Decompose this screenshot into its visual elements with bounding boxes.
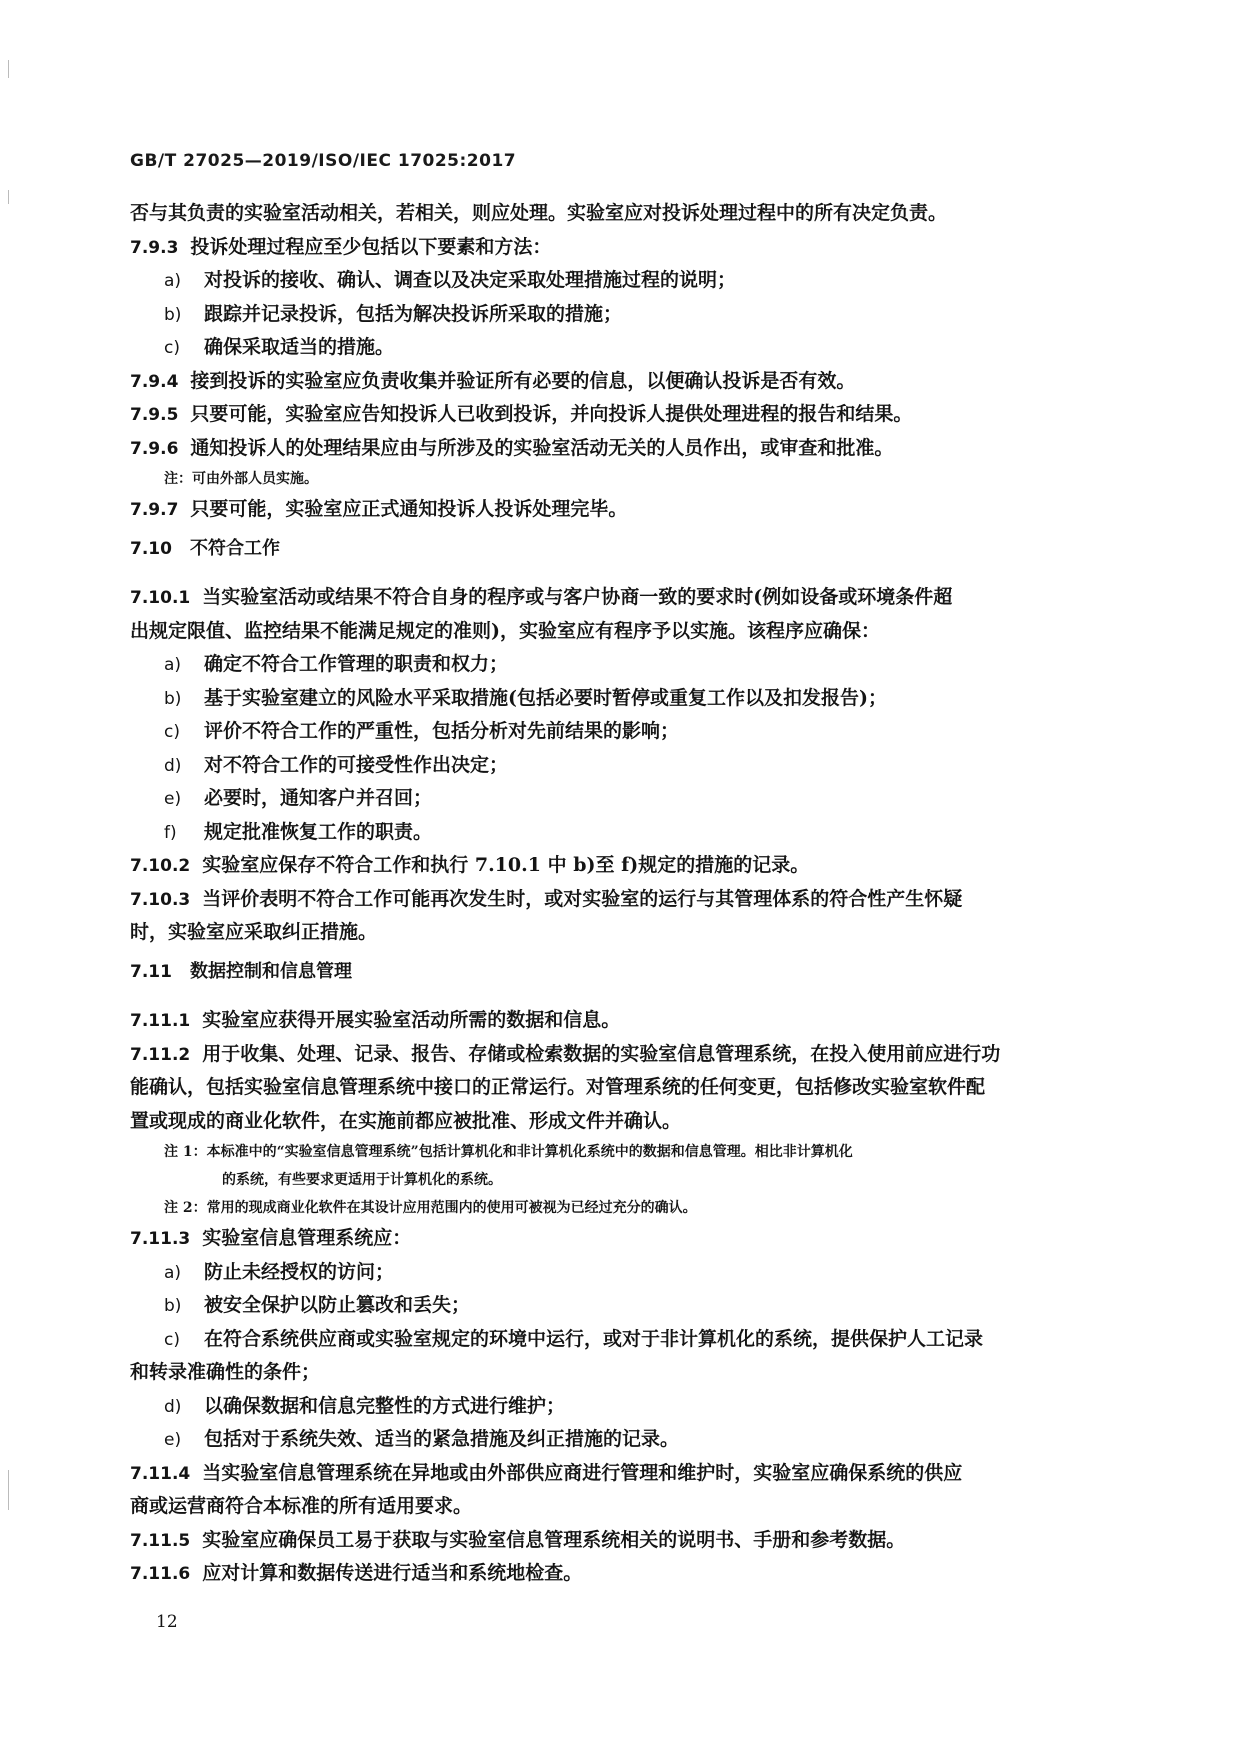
clause-text: 应对计算和数据传送进行适当和系统地检查。 [202, 1562, 583, 1584]
clause-text: 当实验室活动或结果不符合自身的程序或与客户协商一致的要求时(例如设备或环境条件超 [202, 586, 953, 608]
list-item [130, 685, 1112, 711]
list-text: 以确保数据和信息完整性的方式进行维护； [204, 1394, 566, 1417]
list-text: 防止未经授权的访问； [204, 1260, 395, 1283]
clause-number: 7.11.2 [130, 1044, 191, 1065]
list-text: 评价不符合工作的严重性，包括分析对先前结果的影响； [204, 720, 680, 742]
clause-7-10-1 [130, 584, 1112, 610]
clause-number: 7.11.1 [130, 1011, 191, 1031]
clause-7-9-4 [130, 368, 1112, 394]
clause-text: 只要可能，实验室应正式通知投诉人投诉处理完毕。 [190, 498, 628, 520]
clause-text: 实验室信息管理系统应： [202, 1227, 412, 1249]
clause-7-11-1 [130, 1007, 1112, 1033]
clause-number: 7.9.5 [130, 405, 179, 425]
list-label: c) [164, 1329, 180, 1350]
list-label: d) [164, 755, 182, 776]
clause-number: 7.10.3 [130, 889, 191, 910]
clause-text: 实验室应获得开展实验室活动所需的数据和信息。 [202, 1009, 621, 1031]
section-title: 数据控制和信息管理 [189, 961, 352, 982]
clause-7-9-3 [130, 234, 1112, 260]
section-title: 不符合工作 [189, 538, 280, 559]
paragraph-line: 置或现成的商业化软件，在实施前都应被批准、形成文件并确认。 [130, 1109, 682, 1132]
clause-text: 只要可能，实验室应告知投诉人已收到投诉，并向投诉人提供处理进程的报告和结果。 [190, 403, 913, 425]
clause-7-9-7 [130, 496, 1112, 522]
list-item [130, 301, 1112, 327]
list-item [130, 785, 1112, 811]
list-item [130, 267, 1112, 293]
note: 注 1：本标准中的“实验室信息管理系统”包括计算机化和非计算机化系统中的数据和信息管理。相比非计算机化 [164, 1144, 853, 1160]
clause-7-10-3 [130, 886, 1112, 912]
clause-text: 实验室应确保员工易于获取与实验室信息管理系统相关的说明书、手册和参考数据。 [202, 1528, 906, 1551]
scan-margin-mark [8, 60, 9, 78]
clause-7-10-2 [130, 852, 1112, 878]
paragraph-line: 和转录准确性的条件； [130, 1361, 321, 1383]
paragraph-line: 时，实验室应采取纠正措施。 [130, 921, 378, 943]
list-item [130, 1292, 1112, 1318]
clause-number: 7.11.5 [130, 1530, 191, 1551]
list-text: 包括对于系统失效、适当的紧急措施及纠正措施的记录。 [204, 1428, 680, 1450]
list-text: 规定批准恢复工作的职责。 [204, 820, 433, 843]
list-text: 基于实验室建立的风险水平采取措施(包括必要时暂停或重复工作以及扣发报告)； [204, 686, 887, 709]
clause-text: 用于收集、处理、记录、报告、存储或检索数据的实验室信息管理系统，在投入使用前应进行功 [202, 1042, 1001, 1065]
clause-text: 当实验室信息管理系统在异地或由外部供应商进行管理和维护时，实验室应确保系统的供应 [202, 1461, 963, 1484]
paragraph-line: 能确认，包括实验室信息管理系统中接口的正常运行。对管理系统的任何变更，包括修改实验室软件配 [130, 1076, 986, 1098]
section-number: 7.10 [130, 539, 172, 559]
clause-7-11-4 [130, 1460, 1112, 1486]
clause-text: 通知投诉人的处理结果应由与所涉及的实验室活动无关的人员作出，或审查和批准。 [190, 436, 894, 459]
paragraph-line: 出规定限值、监控结果不能满足规定的准则)，实验室应有程序予以实施。该程序应确保： [130, 619, 880, 642]
note-continuation: 的系统，有些要求更适用于计算机化的系统。 [222, 1172, 502, 1188]
list-text: 必要时，通知客户并召回； [204, 787, 433, 809]
clause-number: 7.9.7 [130, 500, 179, 520]
clause-7-11-6 [130, 1560, 1112, 1586]
clause-number: 7.9.4 [130, 371, 179, 392]
scan-margin-mark [8, 190, 9, 204]
clause-text: 接到投诉的实验室应负责收集并验证所有必要的信息，以便确认投诉是否有效。 [190, 369, 856, 392]
clause-text: 投诉处理过程应至少包括以下要素和方法： [190, 235, 552, 258]
list-item [130, 819, 1112, 845]
list-label: a) [164, 271, 182, 291]
clause-7-9-5 [130, 401, 1112, 427]
list-text: 跟踪并记录投诉，包括为解决投诉所采取的措施； [204, 302, 623, 325]
list-item [130, 651, 1112, 677]
clause-number: 7.9.3 [130, 237, 179, 258]
list-item [130, 1326, 1112, 1352]
list-text: 对不符合工作的可接受性作出决定； [204, 753, 509, 776]
clause-7-11-5 [130, 1527, 1112, 1553]
list-item [130, 1259, 1112, 1285]
section-heading-7-11 [130, 959, 1112, 985]
list-label: c) [164, 338, 180, 358]
clause-text: 当评价表明不符合工作可能再次发生时，或对实验室的运行与其管理体系的符合性产生怀疑 [202, 887, 963, 910]
list-text: 确保采取适当的措施。 [204, 336, 395, 358]
list-item [130, 1393, 1112, 1419]
list-text: 被安全保护以防止篡改和丢失； [204, 1294, 471, 1316]
note: 注 2：常用的现成商业化软件在其设计应用范围内的使用可被视为已经过充分的确认。 [164, 1200, 697, 1216]
list-label: b) [164, 688, 182, 709]
list-item [130, 1426, 1112, 1452]
document-body [130, 200, 1112, 1594]
clause-number: 7.10.2 [130, 856, 191, 876]
clause-7-11-3 [130, 1225, 1112, 1251]
list-label: c) [164, 722, 180, 742]
list-item [130, 718, 1112, 744]
clause-number: 7.11.3 [130, 1229, 191, 1249]
list-text: 确定不符合工作管理的职责和权力； [204, 653, 509, 675]
section-heading-7-10 [130, 536, 1112, 562]
scan-margin-mark [8, 1470, 9, 1510]
list-label: e) [164, 1430, 182, 1450]
paragraph-line: 否与其负责的实验室活动相关，若相关，则应处理。实验室应对投诉处理过程中的所有决定负责。 [130, 202, 948, 224]
document-header: GB/T 27025—2019/ISO/IEC 17025:2017 [130, 151, 517, 171]
paragraph-line: 商或运营商符合本标准的所有适用要求。 [130, 1495, 473, 1517]
section-number: 7.11 [130, 962, 172, 982]
clause-text: 实验室应保存不符合工作和执行 7.10.1 中 b)至 f)规定的措施的记录。 [202, 854, 810, 876]
clause-number: 7.9.6 [130, 438, 179, 459]
list-label: a) [164, 655, 182, 675]
clause-number: 7.11.4 [130, 1463, 191, 1484]
clause-number: 7.11.6 [130, 1564, 191, 1584]
list-label: b) [164, 1296, 182, 1316]
note: 注：可由外部人员实施。 [164, 471, 318, 487]
list-text: 对投诉的接收、确认、调查以及决定采取处理措施过程的说明； [204, 269, 737, 291]
clause-7-9-6 [130, 435, 1112, 461]
list-label: a) [164, 1262, 182, 1283]
list-item [130, 334, 1112, 360]
page-number: 12 [156, 1612, 178, 1632]
list-label: f) [164, 822, 177, 843]
list-text: 在符合系统供应商或实验室规定的环境中运行，或对于非计算机化的系统，提供保护人工记录 [204, 1327, 984, 1350]
list-label: e) [164, 789, 182, 809]
clause-7-11-2 [130, 1041, 1112, 1067]
list-item [130, 752, 1112, 778]
list-label: b) [164, 304, 182, 325]
list-label: d) [164, 1396, 182, 1417]
clause-number: 7.10.1 [130, 588, 191, 608]
